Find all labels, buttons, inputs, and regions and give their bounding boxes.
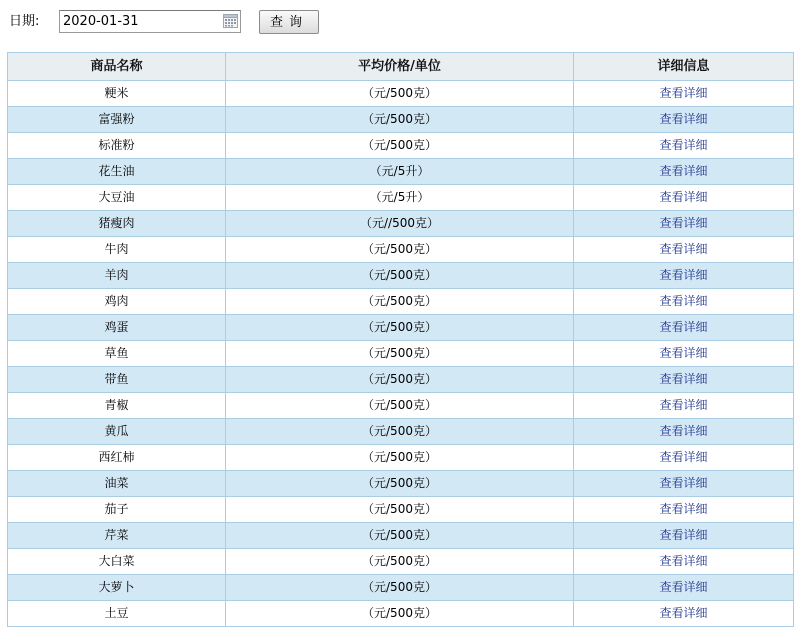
price-unit-cell: （元/500克）	[226, 471, 574, 497]
price-unit-cell: （元/500克）	[226, 263, 574, 289]
view-detail-link[interactable]: 查看详细	[659, 242, 708, 256]
view-detail-link[interactable]: 查看详细	[659, 398, 708, 412]
price-unit-cell: （元/500克）	[226, 315, 574, 341]
table-row	[8, 263, 794, 289]
table-row	[8, 523, 794, 549]
price-unit-cell: （元//500克）	[226, 211, 574, 237]
table-row	[8, 419, 794, 445]
product-name-cell: 大萝卜	[8, 575, 226, 601]
table-row	[8, 185, 794, 211]
table-body	[8, 81, 794, 627]
detail-cell	[574, 367, 794, 393]
view-detail-link[interactable]: 查看详细	[659, 502, 708, 516]
view-detail-link[interactable]: 查看详细	[659, 138, 708, 152]
view-detail-link[interactable]: 查看详细	[659, 476, 708, 490]
price-unit-cell: （元/500克）	[226, 133, 574, 159]
table-row	[8, 159, 794, 185]
table-row	[8, 133, 794, 159]
table-row	[8, 211, 794, 237]
product-name-cell: 花生油	[8, 159, 226, 185]
view-detail-link[interactable]: 查看详细	[659, 216, 708, 230]
price-unit-cell: （元/500克）	[226, 81, 574, 107]
query-toolbar	[0, 0, 802, 44]
product-name-cell: 青椒	[8, 393, 226, 419]
product-name-cell: 粳米	[8, 81, 226, 107]
table-row	[8, 315, 794, 341]
product-name-cell: 黄瓜	[8, 419, 226, 445]
detail-cell	[574, 341, 794, 367]
product-name-cell: 牛肉	[8, 237, 226, 263]
product-name-cell: 鸡肉	[8, 289, 226, 315]
price-unit-cell: （元/500克）	[226, 289, 574, 315]
product-name-cell: 草鱼	[8, 341, 226, 367]
detail-cell	[574, 471, 794, 497]
view-detail-link[interactable]: 查看详细	[659, 112, 708, 126]
view-detail-link[interactable]: 查看详细	[659, 554, 708, 568]
product-name-cell: 芹菜	[8, 523, 226, 549]
price-table	[7, 52, 794, 627]
view-detail-link[interactable]: 查看详细	[659, 346, 708, 360]
detail-cell	[574, 497, 794, 523]
price-unit-cell: （元/500克）	[226, 237, 574, 263]
detail-cell	[574, 523, 794, 549]
view-detail-link[interactable]: 查看详细	[659, 294, 708, 308]
product-name-cell: 带鱼	[8, 367, 226, 393]
detail-cell	[574, 263, 794, 289]
view-detail-link[interactable]: 查看详细	[659, 528, 708, 542]
detail-cell	[574, 549, 794, 575]
table-row	[8, 289, 794, 315]
query-button[interactable]: 查询	[259, 10, 319, 34]
view-detail-link[interactable]: 查看详细	[659, 320, 708, 334]
detail-cell	[574, 211, 794, 237]
price-unit-cell: （元/500克）	[226, 523, 574, 549]
detail-cell	[574, 159, 794, 185]
detail-cell	[574, 601, 794, 627]
price-unit-cell: （元/500克）	[226, 393, 574, 419]
header-average-price: 平均价格/单位	[226, 53, 574, 81]
price-unit-cell: （元/5升）	[226, 185, 574, 211]
detail-cell	[574, 237, 794, 263]
detail-cell	[574, 289, 794, 315]
detail-cell	[574, 81, 794, 107]
view-detail-link[interactable]: 查看详细	[659, 86, 708, 100]
detail-cell	[574, 107, 794, 133]
table-row	[8, 575, 794, 601]
view-detail-link[interactable]: 查看详细	[659, 268, 708, 282]
detail-cell	[574, 315, 794, 341]
price-unit-cell: （元/500克）	[226, 367, 574, 393]
view-detail-link[interactable]: 查看详细	[659, 580, 708, 594]
price-unit-cell: （元/500克）	[226, 601, 574, 627]
detail-cell	[574, 393, 794, 419]
product-name-cell: 大白菜	[8, 549, 226, 575]
price-unit-cell: （元/500克）	[226, 107, 574, 133]
detail-cell	[574, 419, 794, 445]
table-row	[8, 341, 794, 367]
table-row	[8, 367, 794, 393]
product-name-cell: 标准粉	[8, 133, 226, 159]
table-row	[8, 445, 794, 471]
table-row	[8, 107, 794, 133]
table-row	[8, 393, 794, 419]
price-unit-cell: （元/500克）	[226, 419, 574, 445]
product-name-cell: 富强粉	[8, 107, 226, 133]
price-unit-cell: （元/5升）	[226, 159, 574, 185]
date-input-value[interactable]: 2020-01-31	[63, 14, 139, 29]
product-name-cell: 猪瘦肉	[8, 211, 226, 237]
detail-cell	[574, 133, 794, 159]
price-unit-cell: （元/500克）	[226, 341, 574, 367]
price-unit-cell: （元/500克）	[226, 575, 574, 601]
view-detail-link[interactable]: 查看详细	[659, 606, 708, 620]
product-name-cell: 油菜	[8, 471, 226, 497]
price-unit-cell: （元/500克）	[226, 445, 574, 471]
header-product-name: 商品名称	[8, 53, 226, 81]
table-row	[8, 601, 794, 627]
table-row	[8, 237, 794, 263]
view-detail-link[interactable]: 查看详细	[659, 190, 708, 204]
view-detail-link[interactable]: 查看详细	[659, 164, 708, 178]
table-row	[8, 471, 794, 497]
product-name-cell: 大豆油	[8, 185, 226, 211]
product-name-cell: 土豆	[8, 601, 226, 627]
table-row	[8, 81, 794, 107]
product-name-cell: 茄子	[8, 497, 226, 523]
date-input[interactable]	[59, 10, 241, 33]
header-detail-info: 详细信息	[574, 53, 794, 81]
date-label: 日期:	[9, 14, 40, 29]
product-name-cell: 鸡蛋	[8, 315, 226, 341]
price-unit-cell: （元/500克）	[226, 497, 574, 523]
detail-cell	[574, 445, 794, 471]
table-row	[8, 497, 794, 523]
view-detail-link[interactable]: 查看详细	[659, 372, 708, 386]
view-detail-link[interactable]: 查看详细	[659, 450, 708, 464]
view-detail-link[interactable]: 查看详细	[659, 424, 708, 438]
price-unit-cell: （元/500克）	[226, 549, 574, 575]
detail-cell	[574, 575, 794, 601]
table-header-row	[8, 53, 794, 81]
product-name-cell: 羊肉	[8, 263, 226, 289]
calendar-icon[interactable]	[223, 14, 238, 28]
detail-cell	[574, 185, 794, 211]
product-name-cell: 西红柿	[8, 445, 226, 471]
table-row	[8, 549, 794, 575]
